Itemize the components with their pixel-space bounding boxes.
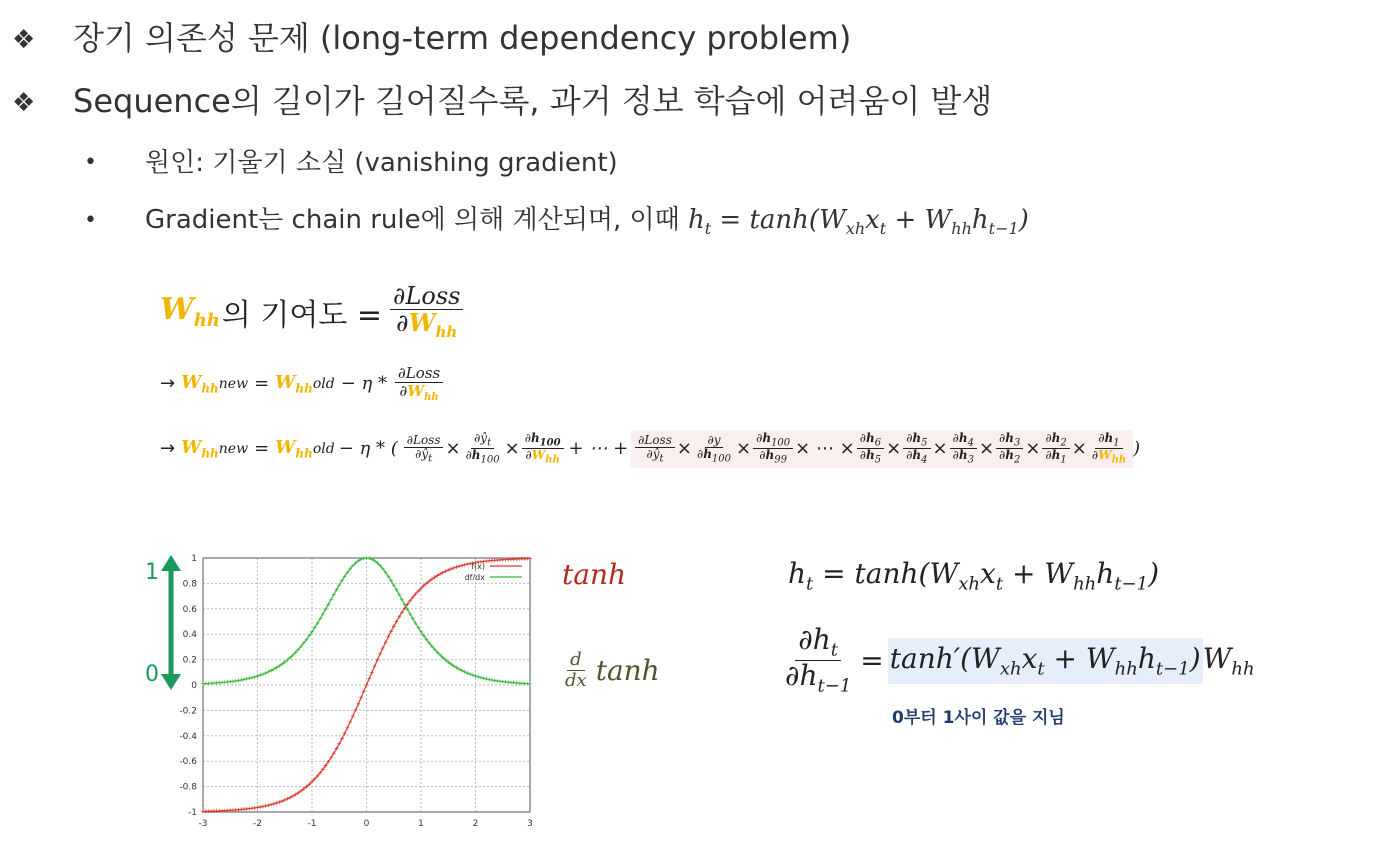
x-tick-label: 1 <box>418 819 424 829</box>
series-point-tanh <box>359 696 363 700</box>
x-tick-label: 0 <box>363 819 370 829</box>
series-point-dtanh <box>234 679 238 683</box>
dloss-dwhh-fraction <box>390 283 463 341</box>
x-tick-label: 3 <box>527 819 533 829</box>
chain-rule-text <box>145 203 1029 246</box>
series-point-tanh <box>354 708 358 712</box>
legend-label: df/dx <box>464 573 485 582</box>
series-point-tanh <box>373 664 377 668</box>
derivative-formula: $\frac{\partial h_t}{\partial h_{t-1}}$ = $\tanh'(W_{xh}x_t + W_{hh}h_{t-1})$ $W_{hh}$ <box>785 623 1255 697</box>
x-tick-label: -1 <box>307 819 317 829</box>
series-point-dtanh <box>490 678 494 682</box>
arrow-icon: → <box>160 438 176 460</box>
y-tick-label: 1 <box>191 554 197 564</box>
series-point-tanh <box>367 677 371 681</box>
series-point-tanh <box>357 702 361 706</box>
dtanh-label <box>560 650 660 691</box>
series-point-dtanh <box>253 675 257 679</box>
series-point-tanh <box>264 804 268 808</box>
y-tick-label: 0.4 <box>182 630 197 641</box>
series-point-dtanh <box>248 676 252 680</box>
series-point-tanh <box>362 690 366 694</box>
chart-axes <box>179 554 532 829</box>
ht-formula-inline: $h_t = \tanh(W_{xh}x_t + W_{hh}h_{t-1})$ <box>687 205 1029 239</box>
range-top-label: 1 <box>145 560 159 585</box>
series-point-tanh <box>253 806 257 810</box>
series-point-dtanh <box>485 677 489 681</box>
update-rule-2: → $W_{hh}$ new = $W_{hh}$ old − η * ( $\frac{\text{∂Loss}}{\partial ŷ_t}$ × $\frac{\partial ŷ_t}{\partial h_{100}}$ × $\frac{\partial h_{100}}{\partial W_{hh}}$ + ⋯ + $\frac{\text{∂Loss}}{\partial ŷ_t}$ × $\frac{\partial y}{\partial h_{100}}$ × $\frac{\partial h_{100}}{\partial h_{99}}$ × ⋯ × $\frac{\partial h_6}{\partial h_5}$ × $\frac{\partial h_5}{\partial h_4}$ × $\frac{\partial h_4}{\partial h_3}$ × $\frac{\partial h_3}{\partial h_2}$ × $\frac{\partial h_2}{\partial h_1}$ × $\frac{\partial h_1}{\partial W_{hh}}$ ) <box>160 431 1141 466</box>
dx-denominator: dx <box>565 669 587 691</box>
y-tick-label: -0.8 <box>179 782 197 793</box>
series-point-dtanh <box>493 679 497 683</box>
fraction-denominator: $\partial W_{hh}$ <box>396 308 458 342</box>
arrow-icon: → <box>160 373 176 395</box>
bullet-icon: • <box>84 150 97 175</box>
series-point-tanh <box>365 683 369 687</box>
series-point-dtanh <box>479 676 483 680</box>
y-tick-label: 0.2 <box>182 655 197 666</box>
y-tick-label: 0 <box>191 681 197 691</box>
cause-text: 원인: 기울기 소실 (vanishing gradient) <box>145 148 618 178</box>
x-tick-label: -2 <box>253 819 262 829</box>
series-point-tanh <box>351 714 355 718</box>
series-point-tanh <box>261 805 265 809</box>
tanh-derivative-highlight: $\tanh'(W_{xh}x_t + W_{hh}h_{t-1})$ <box>888 638 1203 684</box>
series-point-dtanh <box>245 677 249 681</box>
series-point-tanh <box>457 564 461 568</box>
series-point-dtanh <box>482 676 486 680</box>
dloss-dwhh-small-fraction: $\frac{\text{∂Loss}}{\partial W_{hh}}$ <box>395 365 443 403</box>
series-point-tanh <box>256 806 260 810</box>
series-point-tanh <box>370 671 374 675</box>
y-tick-label: 0.8 <box>182 579 197 590</box>
series-point-dtanh <box>476 675 480 679</box>
series-point-dtanh <box>250 676 254 680</box>
series-point-dtanh <box>487 678 491 682</box>
series-point-tanh <box>267 803 271 807</box>
series-point-tanh <box>258 805 262 809</box>
ht-formula: $h_t = \tanh(W_{xh}x_t + W_{hh}h_{t-1})$ <box>788 557 1160 595</box>
series-point-tanh <box>269 803 273 807</box>
range-note: 0부터 1사이 값을 지님 <box>892 708 1065 728</box>
x-tick-label: 2 <box>472 819 479 829</box>
chart-legend <box>465 562 522 582</box>
chain-product-highlight: $\frac{\text{∂Loss}}{\partial ŷ_t}$ × $\frac{\partial y}{\partial h_{100}}$ × $\frac{\partial h_{100}}{\partial h_{99}}$ × ⋯ × $\frac{\partial h_6}{\partial h_5}$ × $\frac{\partial h_5}{\partial h_4}$ × $\frac{\partial h_4}{\partial h_3}$ × $\frac{\partial h_3}{\partial h_2}$ × $\frac{\partial h_2}{\partial h_1}$ × $\frac{\partial h_1}{\partial W_{hh}}$ <box>631 430 1133 468</box>
series-point-tanh <box>466 562 470 566</box>
y-tick-label: -1 <box>188 808 197 818</box>
heading-long-term-dependency: 장기 의존성 문제 (long-term dependency problem) <box>73 19 852 57</box>
whh-variable: $W_{hh}$ <box>160 292 220 332</box>
series-point-dtanh <box>242 678 246 682</box>
d-numerator: d <box>567 650 585 671</box>
series-point-tanh <box>378 652 382 656</box>
series-point-tanh <box>460 564 464 568</box>
series-point-tanh <box>272 802 276 806</box>
y-tick-label: -0.4 <box>179 731 197 742</box>
series-point-dtanh <box>237 679 241 683</box>
contribution-label: 의 기여도 = <box>221 297 383 333</box>
range-bottom-label: 0 <box>145 662 159 687</box>
series-point-tanh <box>376 658 380 662</box>
dtanh-function: tanh <box>595 653 660 687</box>
tanh-label: tanh <box>562 558 627 591</box>
diamond-bullet-icon: ❖ <box>12 25 36 55</box>
tanh-chart <box>175 550 545 835</box>
contribution-equation <box>160 283 465 341</box>
heading-sequence-length: Sequence의 길이가 길어질수록, 과거 정보 학습에 어려움이 발생 <box>73 82 993 120</box>
series-point-tanh <box>528 557 532 561</box>
bullet-icon: • <box>84 208 97 233</box>
x-tick-label: -3 <box>198 819 208 829</box>
update-rule-1: → $W_{hh}$ new = $W_{hh}$ old − η * $\frac{\text{∂Loss}}{\partial W_{hh}}$ <box>160 365 445 403</box>
diamond-bullet-icon: ❖ <box>12 88 36 118</box>
y-tick-label: -0.6 <box>179 757 197 768</box>
series-point-dtanh <box>239 678 243 682</box>
y-tick-label: -0.2 <box>179 706 197 717</box>
chain-rule-label: Gradient는 chain rule에 의해 계산되며, 이때 <box>145 205 680 235</box>
y-tick-label: 0.6 <box>182 604 197 615</box>
legend-label: f(x) <box>471 562 485 571</box>
series-point-tanh <box>463 563 467 567</box>
fraction-numerator: ∂Loss <box>390 283 463 310</box>
